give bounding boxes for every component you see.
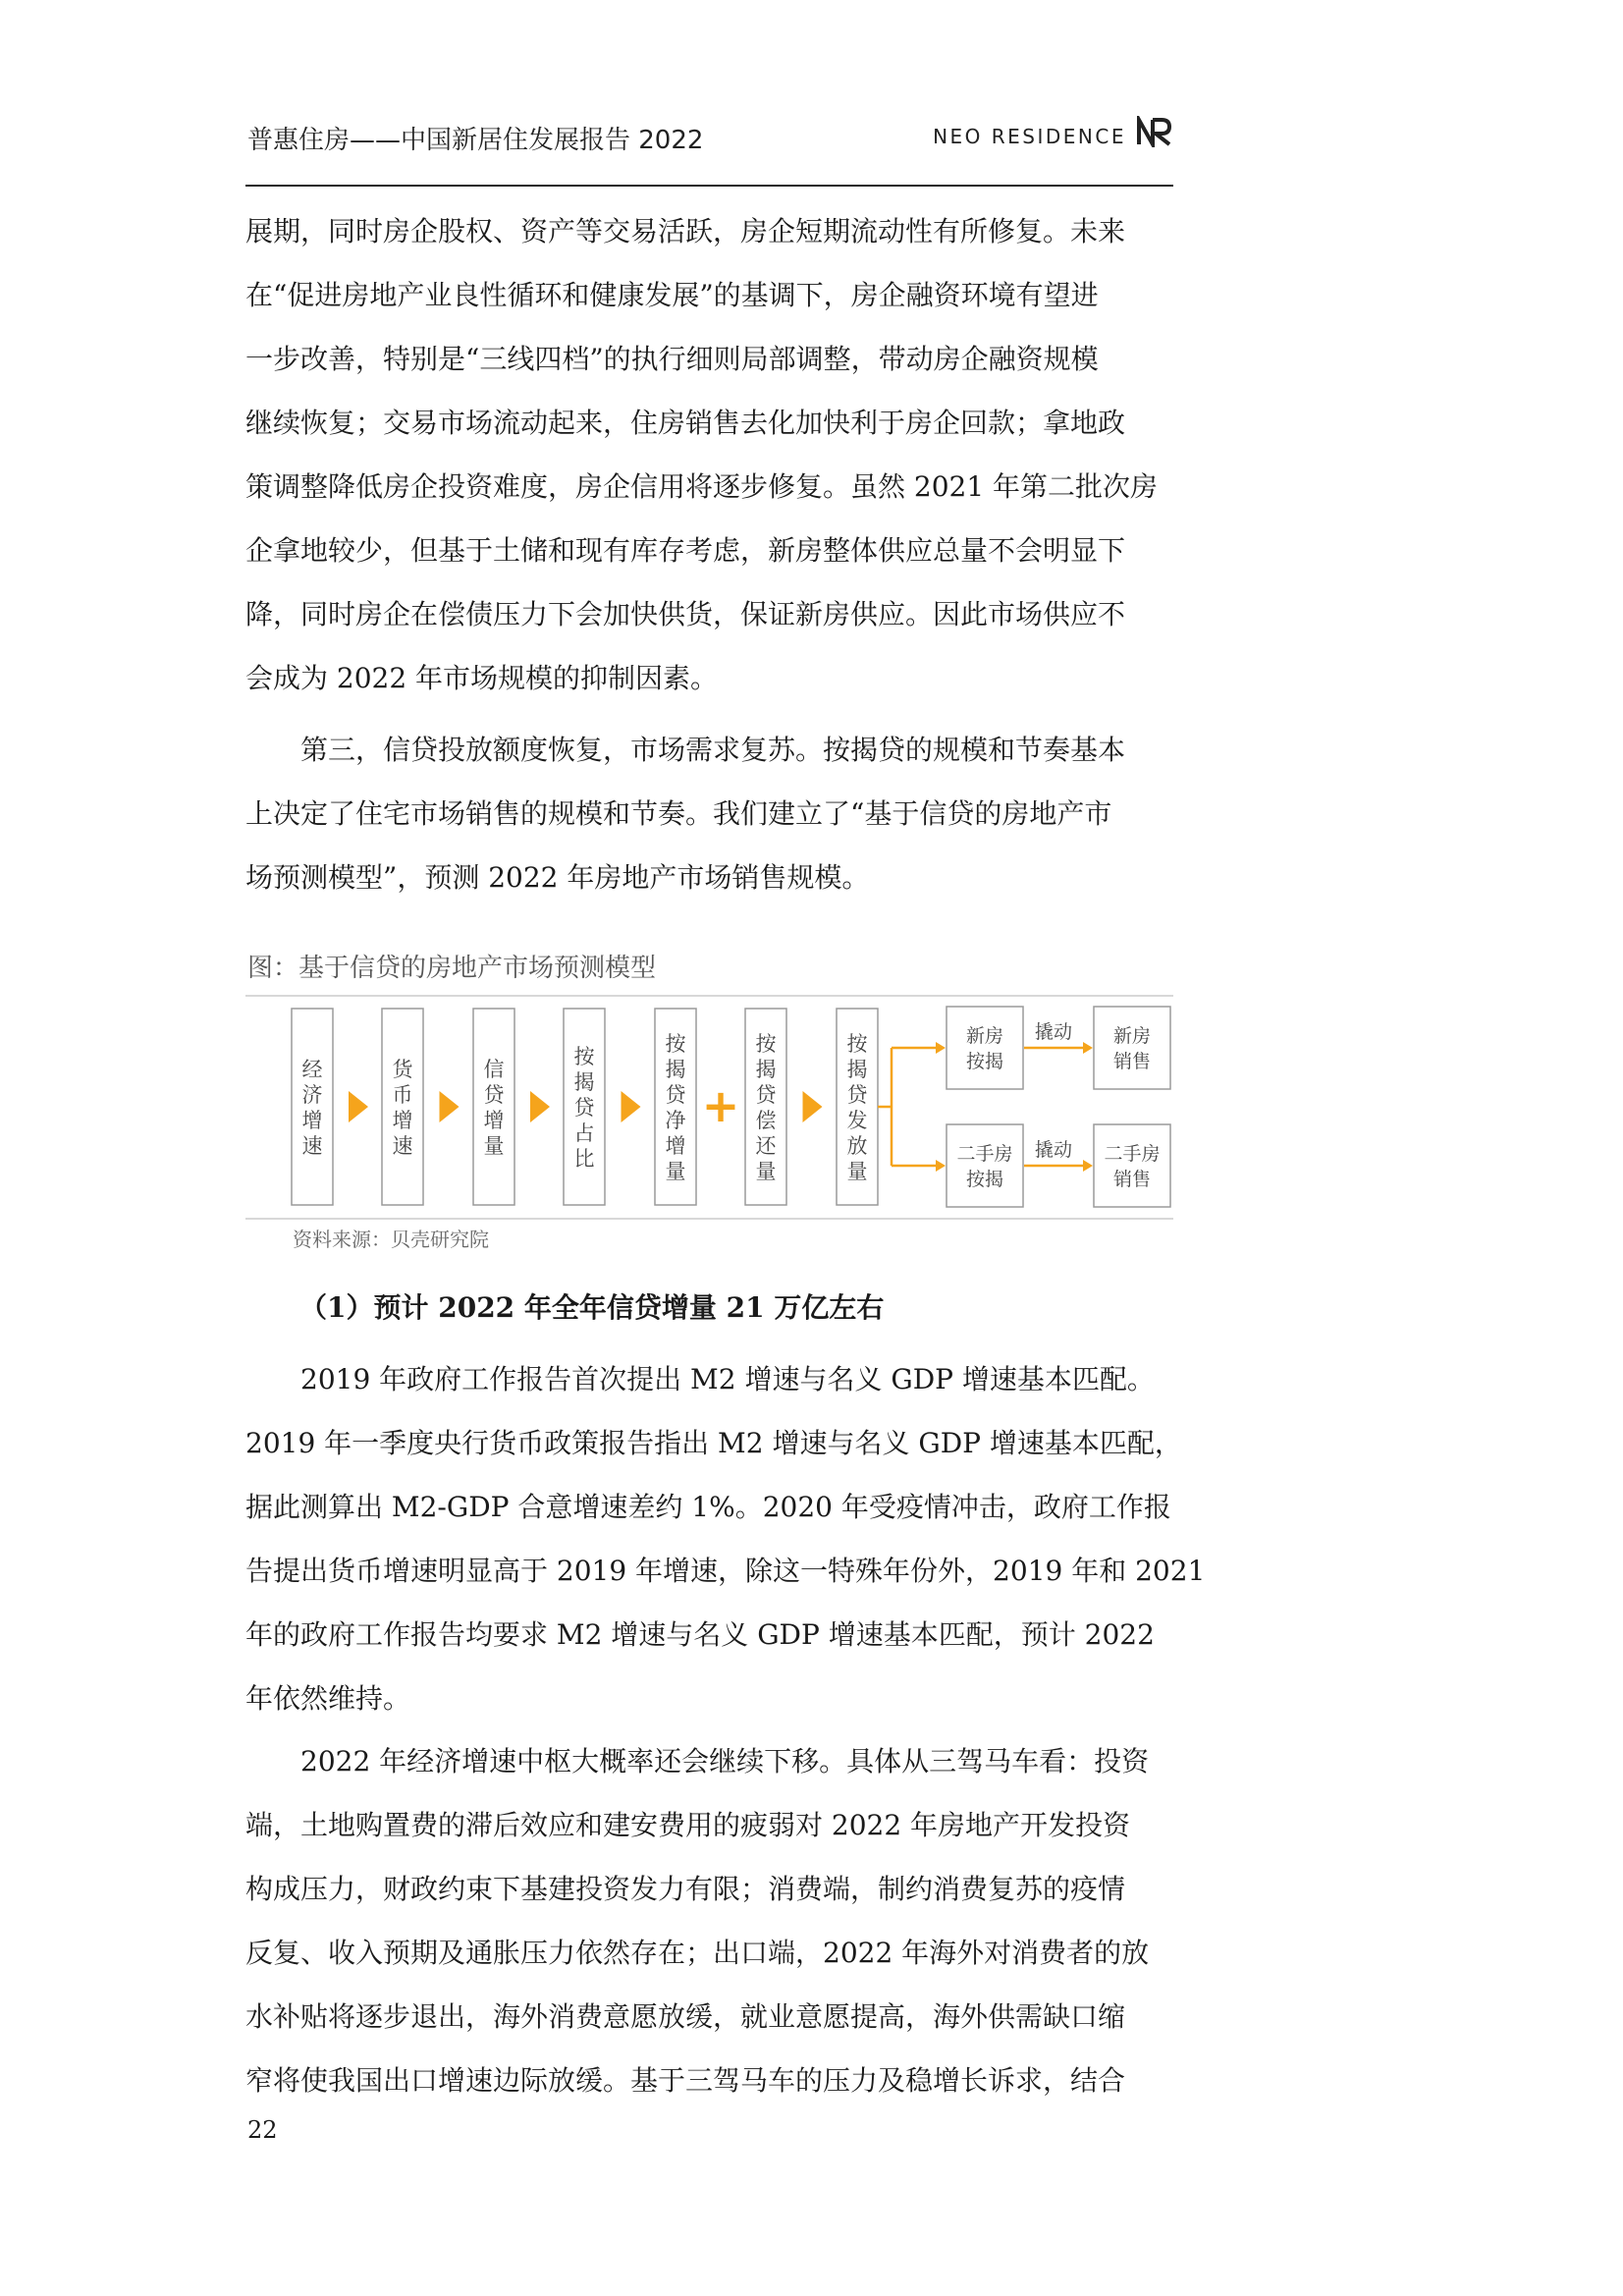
text-line: 告提出货币增速明显高于 2019 年增速，除这一特殊年份外，2019 年和 2021: [245, 1555, 1206, 1587]
page-number: 22: [247, 2116, 278, 2144]
branch-target-label: 销售: [1112, 1169, 1152, 1190]
flow-step-char: 增: [301, 1109, 323, 1132]
leverage-label: 撬动: [1034, 1021, 1073, 1043]
text-line: 水补贴将逐步退出，海外消费意愿放缓，就业意愿提高，海外供需缺口缩: [245, 2000, 1126, 2033]
page-header: [245, 116, 1173, 187]
flow-step-char: 占: [573, 1121, 595, 1145]
flow-step-box: [655, 1009, 696, 1205]
report-title: 普惠住房——中国新居住发展报告 2022: [247, 126, 704, 155]
flow-step-char: 揭: [573, 1070, 595, 1094]
flow-step-char: 偿: [755, 1109, 777, 1132]
plus-icon: +: [701, 1079, 740, 1132]
branch-source-label: 新房: [965, 1025, 1004, 1047]
paragraph-m2: [245, 1347, 1206, 1730]
flow-step-char: 放: [846, 1134, 868, 1158]
branch-source-label: 二手房: [956, 1143, 1013, 1165]
text-line: 策调整降低房企投资难度，房企信用将逐步修复。虽然 2021 年第二批次房: [245, 470, 1159, 503]
flow-arrow-icon: [349, 1091, 368, 1122]
flow-step-char: 贷: [573, 1096, 595, 1120]
text-line: 窄将使我国出口增速边际放缓。基于三驾马车的压力及稳增长诉求，结合: [245, 2064, 1126, 2097]
branch-source-box: [947, 1007, 1023, 1089]
text-line: 反复、收入预期及通胀压力依然存在；出口端，2022 年海外对消费者的放: [245, 1937, 1150, 1969]
leverage-arrow-head-icon: [1083, 1042, 1093, 1054]
text-line: 2019 年一季度央行货币政策报告指出 M2 增速与名义 GDP 增速基本匹配，: [245, 1427, 1182, 1459]
text-line: 2022 年经济增速中枢大概率还会继续下移。具体从三驾马车看：投资: [300, 1745, 1150, 1777]
text-line: 降，同时房企在偿债压力下会加快供货，保证新房供应。因此市场供应不: [245, 598, 1126, 630]
nr-logo-icon: [1136, 116, 1173, 147]
text-line: 展期，同时房企股权、资产等交易活跃，房企短期流动性有所修复。未来: [245, 215, 1126, 247]
flow-step-char: 增: [665, 1134, 686, 1158]
flow-step-char: 量: [755, 1160, 777, 1183]
flow-step-box: [745, 1009, 786, 1205]
flow-step-char: 揭: [846, 1058, 868, 1081]
flow-step-char: 比: [573, 1147, 595, 1171]
text-line: 年的政府工作报告均要求 M2 增速与名义 GDP 增速基本匹配，预计 2022: [245, 1618, 1155, 1651]
leverage-arrow-head-icon: [1083, 1160, 1093, 1172]
branch-target-label: 新房: [1112, 1025, 1152, 1047]
flow-step-char: 信: [483, 1058, 505, 1081]
figure-source: 资料来源：贝壳研究院: [293, 1228, 489, 1251]
flow-step-char: 量: [483, 1134, 505, 1158]
flow-step-char: 还: [755, 1134, 777, 1158]
flow-step-char: 揭: [665, 1058, 686, 1081]
flow-step-char: 货: [392, 1058, 413, 1081]
branch-source-label: 按揭: [965, 1169, 1004, 1190]
flow-step-char: 贷: [755, 1083, 777, 1107]
flow-step-char: 贷: [483, 1083, 505, 1107]
branch-source-label: 按揭: [965, 1051, 1004, 1072]
branch-arrow-head-icon: [936, 1160, 946, 1172]
flow-step-box: [473, 1009, 514, 1205]
credit-model-diagram: [245, 992, 1173, 1220]
flow-step-frame: [473, 1009, 514, 1205]
branch-target-label: 二手房: [1104, 1143, 1161, 1165]
text-line: 据此测算出 M2-GDP 合意增速差约 1%。2020 年受疫情冲击，政府工作报: [245, 1491, 1171, 1523]
text-line: 在“促进房地产业良性循环和健康发展”的基调下，房企融资环境有望进: [245, 279, 1099, 311]
branch-source-frame: [947, 1124, 1023, 1207]
branch-source-box: [947, 1124, 1023, 1207]
flow-step-char: 量: [665, 1160, 686, 1183]
flow-step-char: 按: [755, 1032, 777, 1056]
flow-step-box: [564, 1009, 605, 1205]
flow-step-box: [292, 1009, 333, 1205]
text-line: 场预测模型”，预测 2022 年房地产市场销售规模。: [245, 861, 870, 894]
text-line: 上决定了住宅市场销售的规模和节奏。我们建立了“基于信贷的房地产市: [245, 797, 1112, 830]
paragraph-supply: [245, 199, 1173, 710]
text-line: 构成压力，财政约束下基建投资发力有限；消费端，制约消费复苏的疫情: [245, 1873, 1126, 1905]
flow-arrow-icon: [803, 1091, 823, 1122]
flow-step-char: 贷: [665, 1083, 686, 1107]
flow-step-box: [382, 1009, 423, 1205]
flow-step-char: 速: [392, 1134, 413, 1158]
branch-target-box: [1094, 1007, 1170, 1089]
flow-step-char: 按: [665, 1032, 686, 1056]
flow-step-char: 增: [392, 1109, 413, 1132]
flow-step-char: 贷: [846, 1083, 868, 1107]
flow-arrow-icon: [440, 1091, 460, 1122]
branch-target-box: [1094, 1124, 1170, 1207]
branch-source-frame: [947, 1007, 1023, 1089]
brand-name: NEO RESIDENCE: [933, 125, 1126, 148]
flow-step-char: 发: [846, 1109, 868, 1132]
flow-step-char: 按: [573, 1045, 595, 1068]
text-line: 企拿地较少，但基于土储和现有库存考虑，新房整体供应总量不会明显下: [245, 534, 1126, 567]
flow-step-frame: [382, 1009, 423, 1205]
text-line: 年依然维持。: [245, 1682, 411, 1715]
flow-step-char: 币: [392, 1083, 413, 1107]
paragraph-economy: [245, 1729, 1173, 2112]
flow-arrow-icon: [530, 1091, 550, 1122]
branch-arrow-head-icon: [936, 1042, 946, 1054]
text-line: 端，土地购置费的滞后效应和建安费用的疲弱对 2022 年房地产开发投资: [245, 1809, 1131, 1841]
figure-caption: 图：基于信贷的房地产市场预测模型: [247, 954, 657, 983]
flow-step-char: 增: [483, 1109, 505, 1132]
paragraph-credit: [245, 718, 1173, 909]
flow-step-char: 速: [301, 1134, 323, 1158]
branch-target-label: 销售: [1112, 1051, 1152, 1072]
branch-target-frame: [1094, 1124, 1170, 1207]
text-line: 继续恢复；交易市场流动起来，住房销售去化加快利于房企回款；拿地政: [245, 407, 1126, 439]
leverage-label: 撬动: [1034, 1139, 1073, 1161]
flow-step-char: 量: [846, 1160, 868, 1183]
section-heading: （1）预计 2022 年全年信贷增量 21 万亿左右: [299, 1291, 885, 1324]
flow-step-box: [837, 1009, 878, 1205]
flow-step-char: 揭: [755, 1058, 777, 1081]
flow-arrow-icon: [622, 1091, 641, 1122]
text-line: 一步改善，特别是“三线四档”的执行细则局部调整，带动房企融资规模: [245, 343, 1099, 375]
flow-step-frame: [292, 1009, 333, 1205]
text-line: 会成为 2022 年市场规模的抑制因素。: [245, 662, 719, 694]
flow-step-char: 按: [846, 1032, 868, 1056]
text-line: 第三，信贷投放额度恢复，市场需求复苏。按揭贷的规模和节奏基本: [300, 734, 1126, 766]
flow-step-char: 净: [665, 1109, 686, 1132]
flow-step-char: 经: [301, 1058, 323, 1081]
text-line: 2019 年政府工作报告首次提出 M2 增速与名义 GDP 增速基本匹配。: [300, 1363, 1155, 1395]
branch-target-frame: [1094, 1007, 1170, 1089]
flow-step-char: 济: [301, 1083, 323, 1107]
